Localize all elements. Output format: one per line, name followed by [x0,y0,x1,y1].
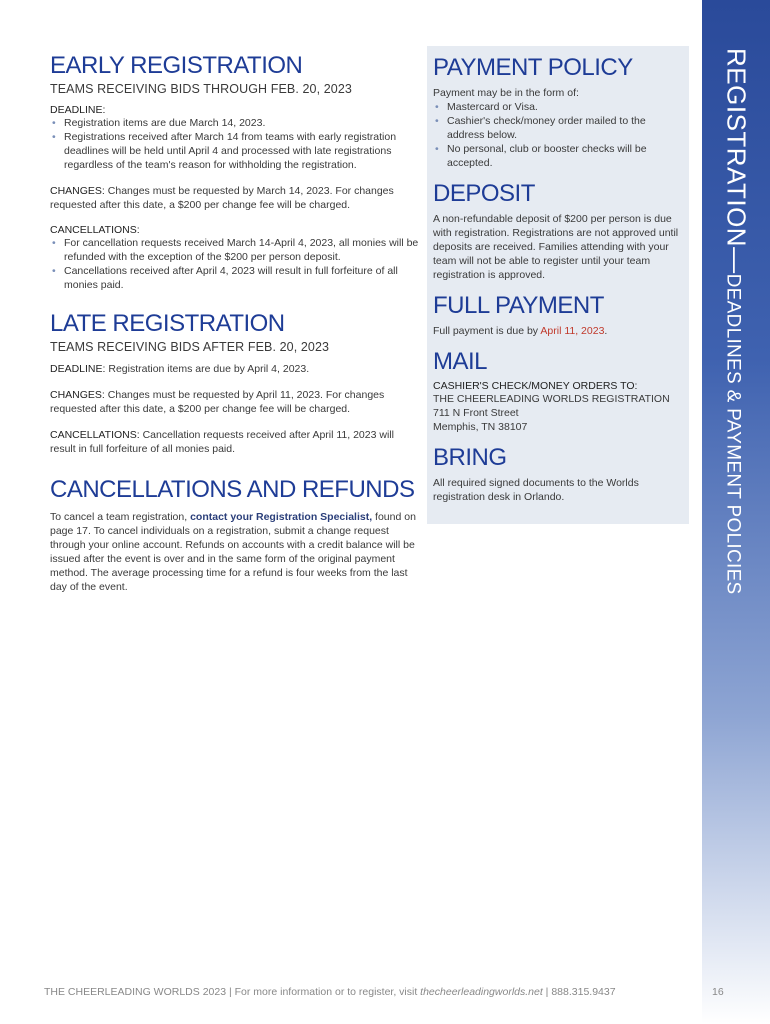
list-item: • No personal, club or booster checks will be accepted. [447,142,683,170]
early-registration-subtitle: TEAMS RECEIVING BIDS THROUGH FEB. 20, 2023 [50,82,352,96]
refunds-title: CANCELLATIONS AND REFUNDS [50,476,415,503]
refunds-text-before: To cancel a team registration, [50,511,191,523]
late-changes [50,388,422,416]
late-registration-title: LATE REGISTRATION [50,310,285,337]
payment-list [433,100,683,170]
sidebar-main: REGISTRATION [721,48,752,248]
sidebar-sub: DEADLINES & PAYMENT POLICIES [722,273,744,595]
footer [44,986,616,998]
full-payment-text [433,324,683,338]
mail-label: CASHIER'S CHECK/MONEY ORDERS TO: [433,380,638,392]
deposit-text: A non-refundable deposit of $200 per person is due with registration. Registrations are not approved until deposits are received. Families attending with your team will not be able to register until your team registration is approved. [433,213,679,281]
late-changes-label: CHANGES: [50,389,105,401]
full-payment-period: . [604,325,608,337]
early-deadline-label: DEADLINE: [50,104,106,116]
mail-line2: 711 N Front Street [433,407,519,419]
bring-title: BRING [433,444,507,471]
list-item: • Mastercard or Visa. [447,100,683,114]
footer-phone: | 888.315.9437 [542,986,616,998]
registration-specialist-link[interactable]: contact your Registration Specialist, [190,511,373,523]
footer-text: THE CHEERLEADING WORLDS 2023 | For more information or to register, visit [44,986,421,998]
sidebar-dash: — [721,247,752,274]
list-item: • Registrations received after March 14 from teams with early registration deadlines will be held until April 4 and processed with late registrations regardless of the team's reason for withholding the registration. [64,130,422,172]
early-changes [50,184,422,212]
late-registration-subtitle: TEAMS RECEIVING BIDS AFTER FEB. 20, 2023 [50,340,330,354]
early-registration-title: EARLY REGISTRATION [50,52,303,79]
payment-panel [427,46,689,524]
late-deadline-text: Registration items are due by April 4, 2023. [108,363,310,375]
deposit-title: DEPOSIT [433,180,535,207]
list-item: • Cashier's check/money order mailed to the address below. [447,114,683,142]
early-cancellations-list [50,236,422,292]
early-changes-text: Changes must be requested by March 14, 2023. For changes requested after this date, a $200 per change fee will be charged. [50,185,394,211]
list-item: • Cancellations received after April 4, 2023 will result in full forfeiture of all monies paid. [64,264,422,292]
bring-text: All required signed documents to the Worlds registration desk in Orlando. [433,477,639,503]
refunds-text [50,510,422,594]
mail-line1: THE CHEERLEADING WORLDS REGISTRATION [433,393,670,405]
payment-policy-title: PAYMENT POLICY [433,54,633,81]
late-changes-text: Changes must be requested by April 11, 2023. For changes requested after this date, a $200 per change fee will be charged. [50,389,385,415]
late-cancellations-label: CANCELLATIONS: [50,429,140,441]
full-payment-label: Full payment is due by [433,325,541,337]
full-payment-date: April 11, 2023 [540,325,605,337]
footer-url[interactable]: thecheerleadingworlds.net [420,986,543,998]
sidebar-title [721,48,752,595]
payment-intro: Payment may be in the form of: [433,87,579,99]
late-cancellations-text: Cancellation requests received after April 11, 2023 will result in full forfeiture of all monies paid. [50,429,394,455]
late-deadline [50,362,422,376]
late-deadline-label: DEADLINE: [50,363,106,375]
refunds-text-after: found on page 17. To cancel individuals on a registration, submit a change request through your online account. Refunds on accounts with a credit balance will be issued after the event is over and in the same form of the original payment method. The average processing time for a refund is four weeks from the last day of the event. [50,511,416,593]
mail-title: MAIL [433,348,488,375]
full-payment-title: FULL PAYMENT [433,292,604,319]
list-item: • Registration items are due March 14, 2023. [64,116,422,130]
early-cancellations-label: CANCELLATIONS: [50,224,140,236]
mail-line3: Memphis, TN 38107 [433,421,528,433]
list-item: • For cancellation requests received March 14-April 4, 2023, all monies will be refunded with the exception of the $200 per person deposit. [64,236,422,264]
page-number: 16 [712,986,724,998]
early-changes-label: CHANGES: [50,185,105,197]
early-deadline-list [50,116,422,172]
late-cancellations [50,428,422,456]
left-column [50,52,422,594]
